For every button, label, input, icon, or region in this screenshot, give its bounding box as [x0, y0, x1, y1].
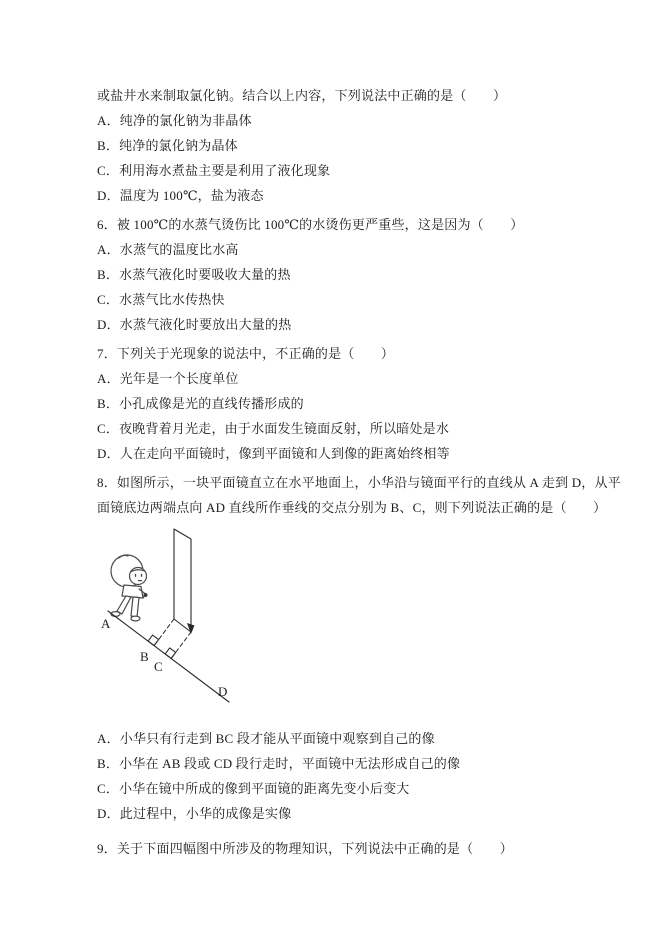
q7-option-d: D．人在走向平面镜时，像到平面镜和人到像的距离始终相等: [97, 446, 450, 461]
q9-stem: 9．关于下面四幅图中所涉及的物理知识，下列说法中正确的是（ ）: [97, 841, 513, 856]
q8-option-d: D．此过程中，小华的成像是实像: [97, 806, 292, 821]
right-angle-mark-B: [148, 635, 159, 646]
q5-option-b: B．纯净的氯化钠为晶体: [97, 138, 238, 153]
person-hand-item: [144, 593, 148, 597]
q5-option-d: D．温度为 100℃，盐为液态: [97, 188, 264, 203]
q8-figure: [97, 528, 247, 718]
mirror: [174, 529, 195, 634]
q8-option-c: C．小华在镜中所成的像到平面镜的距离先变小后变大: [97, 781, 410, 796]
figure-label-A: A: [101, 616, 111, 631]
q7-stem: 7．下列关于光现象的说法中，不正确的是（ ）: [97, 346, 395, 361]
q8-stem-line-1: 8．如图所示，一块平面镜直立在水平地面上，小华沿与镜面平行的直线从 A 走到 D，从平: [97, 475, 621, 490]
figure-label-B: B: [140, 649, 149, 664]
person-torso: [122, 585, 143, 598]
q6-option-a: A．水蒸气的温度比水高: [97, 242, 239, 257]
q8-figure-container: [97, 528, 617, 720]
right-angle-mark-C: [165, 648, 176, 659]
q5-stem: 或盐井水来制取氯化钠。结合以上内容，下列说法中正确的是（ ）: [97, 88, 507, 103]
q8-stem-line-2: 面镜底边两端点向 AD 直线所作垂线的交点分别为 B、C，则下列说法正确的是（ ）: [97, 500, 607, 515]
q6-option-d: D．水蒸气液化时要放出大量的热: [97, 317, 292, 332]
person-front-leg: [131, 597, 139, 617]
mirror-panel: [174, 529, 191, 632]
walking-person-illustration: [111, 555, 148, 621]
q6-stem: 6．被 100℃的水蒸气烫伤比 100℃的水烫伤更严重些，这是因为（ ）: [97, 217, 524, 232]
person-back-leg: [117, 596, 131, 614]
figure-label-C: C: [154, 659, 163, 674]
q8-option-a: A．小华只有行走到 BC 段才能从平面镜中观察到自己的像: [97, 731, 435, 746]
q6-option-b: B．水蒸气液化时要吸收大量的热: [97, 267, 291, 282]
q8-option-b: B．小华在 AB 段或 CD 段行走时，平面镜中无法形成自己的像: [97, 756, 461, 771]
q7-option-a: A．光年是一个长度单位: [97, 371, 239, 386]
question-list: [97, 83, 621, 861]
q6-option-c: C．水蒸气比水传热快: [97, 292, 225, 307]
figure-label-D: D: [218, 684, 228, 699]
person-front-shoe: [131, 616, 140, 621]
q5-option-a: A．纯净的氯化钠为非晶体: [97, 113, 252, 128]
q7-option-b: B．小孔成像是光的直线传播形成的: [97, 396, 304, 411]
q5-option-c: C．利用海水煮盐主要是利用了液化现象: [97, 163, 331, 178]
q7-option-c: C．夜晚背着月光走，由于水面发生镜面反射，所以暗处是水: [97, 421, 450, 436]
